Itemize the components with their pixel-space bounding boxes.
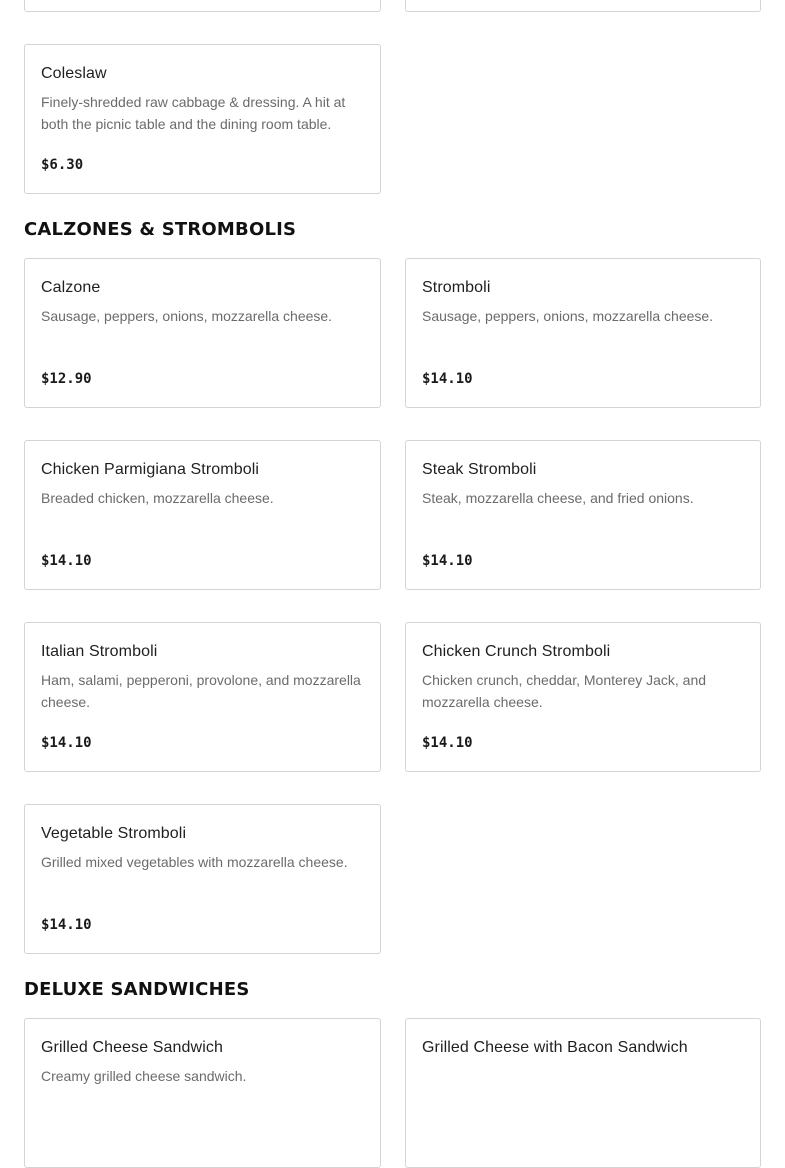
item-description: Creamy grilled cheese sandwich.	[41, 1068, 247, 1084]
item-name: Grilled Cheese Sandwich	[41, 1039, 223, 1056]
item-name: Chicken Crunch Stromboli	[422, 643, 611, 660]
menu-item-card[interactable]	[24, 622, 381, 772]
item-name: Coleslaw	[41, 65, 107, 82]
item-name: Chicken Parmigiana Stromboli	[41, 461, 260, 478]
section-heading-sandwiches: DELUXE SANDWICHES	[24, 979, 250, 1000]
item-price: $14.10	[422, 371, 473, 387]
item-price: $14.10	[422, 553, 473, 569]
menu-item-card[interactable]	[405, 1018, 761, 1168]
menu-item-card[interactable]	[24, 1018, 381, 1168]
section-heading-calzones: CALZONES & STROMBOLIS	[24, 219, 297, 240]
item-description: Breaded chicken, mozzarella cheese.	[41, 490, 274, 506]
menu-item-card[interactable]	[24, 0, 381, 12]
item-name: Calzone	[41, 279, 101, 296]
menu-item-card[interactable]	[24, 804, 381, 954]
item-description: Ham, salami, pepperoni, provolone, and mozzarella cheese.	[41, 672, 361, 710]
item-description: Grilled mixed vegetables with mozzarella cheese.	[41, 854, 348, 870]
item-description: Sausage, peppers, onions, mozzarella cheese.	[41, 308, 333, 324]
menu-item-card[interactable]	[405, 622, 761, 772]
item-description: Chicken crunch, cheddar, Monterey Jack, and mozzarella cheese.	[422, 672, 707, 710]
item-description: Sausage, peppers, onions, mozzarella cheese.	[422, 308, 714, 324]
item-name: Stromboli	[422, 279, 491, 296]
item-name: Grilled Cheese with Bacon Sandwich	[422, 1039, 688, 1056]
menu-item-card[interactable]	[24, 258, 381, 408]
item-price: $14.10	[422, 735, 473, 751]
item-price: $14.10	[41, 917, 92, 933]
menu-item-card[interactable]	[24, 44, 381, 194]
item-price: $12.90	[41, 371, 92, 387]
menu-item-card[interactable]	[405, 440, 761, 590]
item-name: Steak Stromboli	[422, 461, 537, 478]
item-name: Vegetable Stromboli	[41, 825, 187, 842]
item-description: Finely-shredded raw cabbage & dressing. A hit at both the picnic table and the dining room table.	[41, 94, 346, 132]
menu-item-card[interactable]	[24, 440, 381, 590]
item-price: $14.10	[41, 553, 92, 569]
menu-item-card[interactable]	[405, 258, 761, 408]
item-description: Steak, mozzarella cheese, and fried onions.	[422, 490, 694, 506]
item-price: $14.10	[41, 735, 92, 751]
menu-item-card[interactable]	[405, 0, 761, 12]
item-name: Italian Stromboli	[41, 643, 158, 660]
item-price: $6.30	[41, 157, 84, 173]
